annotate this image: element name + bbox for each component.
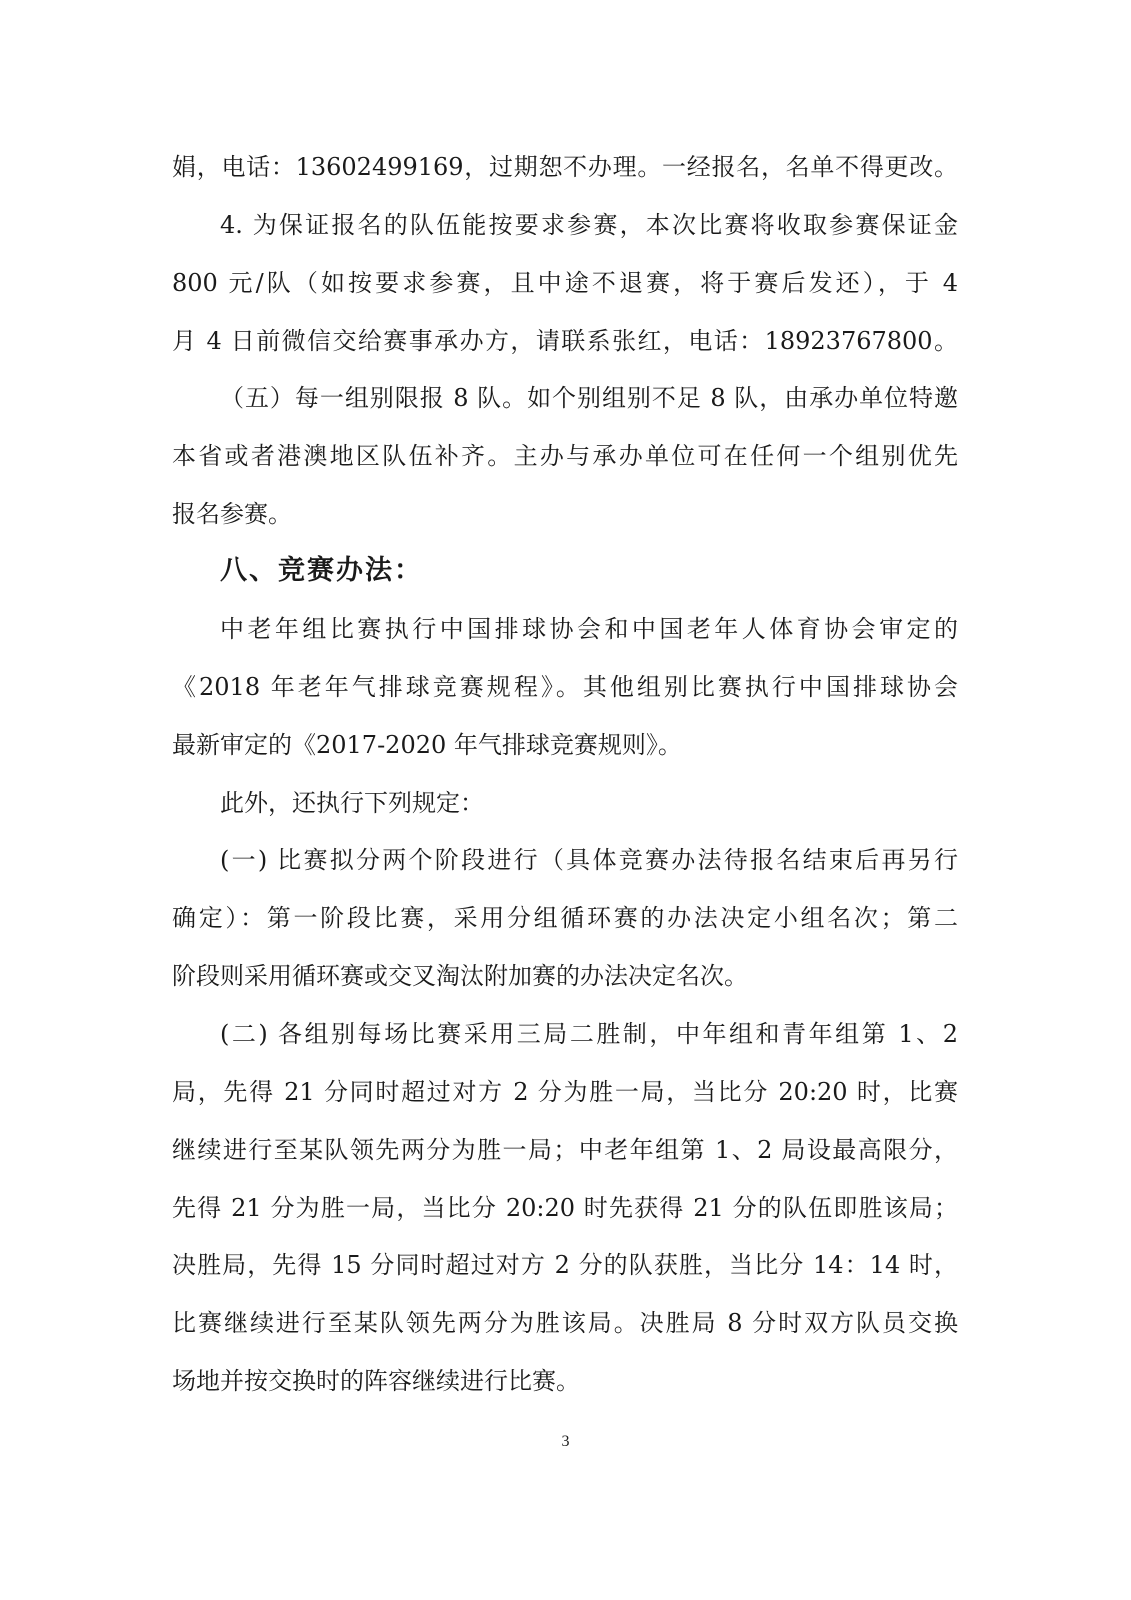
text-line: 月 4 日前微信交给赛事承办方，请联系张红，电话：18923767800。 <box>172 327 958 355</box>
text-line: 确定）：第一阶段比赛，采用分组循环赛的办法决定小组名次；第二 <box>172 904 958 932</box>
text-line: 中老年组比赛执行中国排球协会和中国老年人体育协会审定的 <box>220 615 958 643</box>
text-line: 最新审定的《2017-2020 年气排球竞赛规则》。 <box>172 731 682 759</box>
text-line: (二) 各组别每场比赛采用三局二胜制，中年组和青年组第 1、2 <box>220 1020 958 1048</box>
text-line: （五）每一组别限报 8 队。如个别组别不足 8 队，由承办单位特邀 <box>220 384 958 412</box>
text-line: 比赛继续进行至某队领先两分为胜该局。决胜局 8 分时双方队员交换 <box>172 1309 958 1337</box>
text-line: 局，先得 21 分同时超过对方 2 分为胜一局，当比分 20:20 时，比赛 <box>172 1078 958 1106</box>
text-line: 4. 为保证报名的队伍能按要求参赛，本次比赛将收取参赛保证金 <box>220 211 958 239</box>
page-number: 3 <box>561 1433 570 1450</box>
text-line: 《2018 年老年气排球竞赛规程》。其他组别比赛执行中国排球协会 <box>172 673 958 701</box>
text-line: 阶段则采用循环赛或交叉淘汰附加赛的办法决定名次。 <box>172 962 748 990</box>
section-heading: 八、竞赛办法： <box>220 555 423 586</box>
text-line: 先得 21 分为胜一局，当比分 20:20 时先获得 21 分的队伍即胜该局； <box>172 1194 958 1222</box>
text-line: 娟，电话：13602499169，过期恕不办理。一经报名，名单不得更改。 <box>172 153 958 181</box>
text-line: 报名参赛。 <box>172 500 292 528</box>
text-line: 本省或者港澳地区队伍补齐。主办与承办单位可在任何一个组别优先 <box>172 442 958 470</box>
text-line: 此外，还执行下列规定： <box>220 789 484 817</box>
text-line: (一) 比赛拟分两个阶段进行（具体竞赛办法待报名结束后再另行 <box>220 846 958 874</box>
text-line: 继续进行至某队领先两分为胜一局；中老年组第 1、2 局设最高限分， <box>172 1136 958 1164</box>
text-line: 800 元/队（如按要求参赛，且中途不退赛，将于赛后发还），于 4 <box>172 269 958 297</box>
text-line: 场地并按交换时的阵容继续进行比赛。 <box>172 1367 580 1395</box>
text-line: 决胜局，先得 15 分同时超过对方 2 分的队获胜，当比分 14：14 时， <box>172 1251 958 1279</box>
